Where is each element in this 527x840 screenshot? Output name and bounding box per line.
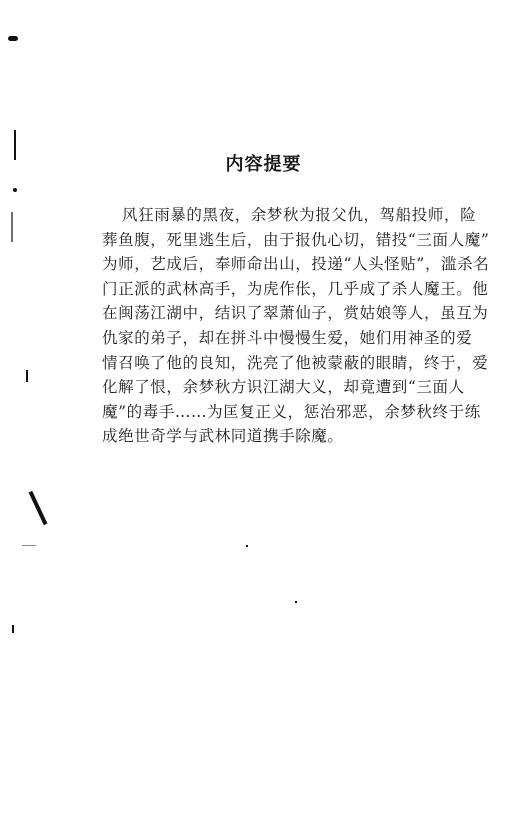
paragraph-line: 化解了恨，余梦秋方识江湖大义，却竟遭到“三面人 [102, 378, 465, 397]
paragraph-line: 葬鱼腹，死里逃生后，由于报仇心切，错投“三面人魔” [102, 230, 490, 249]
paragraph-line: 仇家的弟子，却在拼斗中慢慢生爱，她们用神圣的爱 [102, 328, 473, 347]
paragraph-line: 风狂雨暴的黑夜，余梦秋为报父仇，驾船投师，险 [122, 206, 477, 224]
paragraph-line: 情召唤了他的良知，洗亮了他被蒙蔽的眼睛，终于，爱 [102, 353, 489, 372]
paragraph-line: 魔”的毒手……为匡复正义，惩治邪恶，余梦秋终于练 [102, 402, 481, 421]
synopsis-paragraph [102, 203, 490, 449]
scan-artifact-mark [8, 36, 18, 41]
scan-artifact-mark [22, 545, 36, 546]
paragraph-line: 在闽荡江湖中，结识了翠萧仙子，赏姑娘等人，虽互为 [102, 304, 489, 323]
scan-artifact-mark [11, 212, 13, 242]
scan-artifact-mark [26, 370, 28, 382]
page-title: 内容提要 [225, 154, 302, 175]
scan-artifact-mark [12, 625, 14, 633]
paragraph-line: 为师，艺成后，奉师命出山，投递“人头怪贴”，滥杀名 [102, 255, 490, 274]
scan-artifact-mark [295, 601, 297, 603]
scan-artifact-mark [13, 188, 17, 192]
paragraph-line: 门正派的武林高手，为虎作伥，几乎成了杀人魔王。他 [102, 279, 489, 298]
scan-artifact-mark [246, 545, 248, 547]
paragraph-line: 成绝世奇学与武林同道携手除魔。 [102, 427, 344, 446]
scan-artifact-mark [29, 491, 48, 525]
